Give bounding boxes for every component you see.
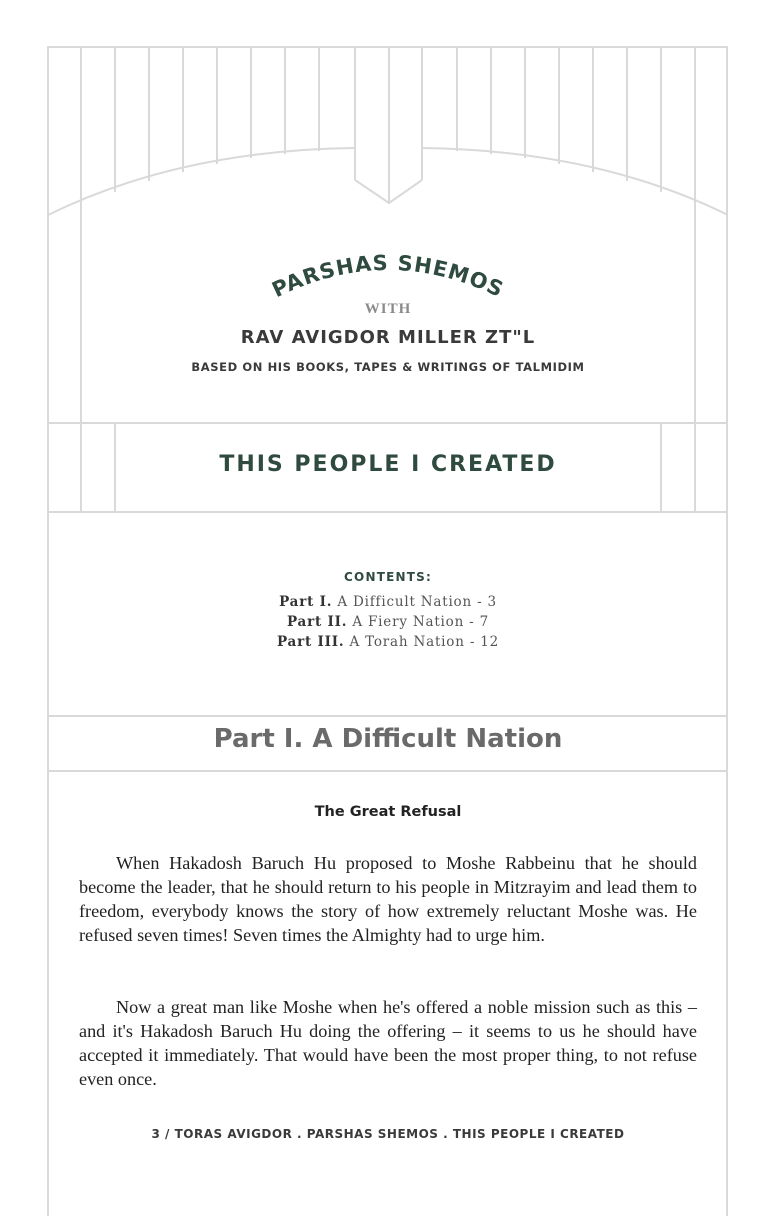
toc-item bbox=[0, 632, 776, 652]
author-name: RAV AVIGDOR MILLER ZT"L bbox=[240, 327, 536, 348]
toc-part: Part III. bbox=[276, 634, 345, 650]
toc-title: A Difficult Nation - 3 bbox=[337, 594, 497, 610]
parsha-title-arc bbox=[0, 0, 776, 320]
paragraph-text: Now a great man like Moshe when he's offered a noble mission such as this – and it's Hakadosh Baruch Hu doing the offering – it seems to us he should have accepted it immediately. That would have been the most proper thing, to not refuse even once. bbox=[79, 997, 697, 1089]
toc-part: Part I. bbox=[279, 594, 333, 610]
toc-part: Part II. bbox=[286, 614, 348, 630]
body-paragraph bbox=[79, 851, 697, 947]
table-of-contents bbox=[0, 592, 776, 652]
with-label: WITH bbox=[364, 301, 412, 317]
svg-text:PARSHAS SHEMOS bbox=[268, 251, 507, 302]
based-on-line: BASED ON HIS BOOKS, TAPES & WRITINGS OF TALMIDIM bbox=[191, 360, 585, 374]
page-footer: 3 / TORAS AVIGDOR . PARSHAS SHEMOS . THIS PEOPLE I CREATED bbox=[151, 1127, 625, 1141]
contents-heading: CONTENTS: bbox=[344, 570, 432, 584]
parsha-title: PARSHAS SHEMOS bbox=[268, 250, 508, 303]
page-title: THIS PEOPLE I CREATED bbox=[219, 452, 557, 477]
toc-item bbox=[0, 592, 776, 612]
toc-item bbox=[0, 612, 776, 632]
paragraph-text: When Hakadosh Baruch Hu proposed to Moshe Rabbeinu that he should become the leader, that he should return to his people in Mitzrayim and lead them to freedom, everybody knows the story of how extremely reluctant Moshe was. He refused seven times! Seven times the Almighty had to urge him. bbox=[79, 853, 697, 945]
section-heading: Part I. A Difficult Nation bbox=[213, 724, 563, 754]
body-paragraph bbox=[79, 995, 697, 1091]
section-subheading: The Great Refusal bbox=[314, 804, 462, 820]
toc-title: A Fiery Nation - 7 bbox=[352, 614, 490, 630]
toc-title: A Torah Nation - 12 bbox=[349, 634, 500, 650]
